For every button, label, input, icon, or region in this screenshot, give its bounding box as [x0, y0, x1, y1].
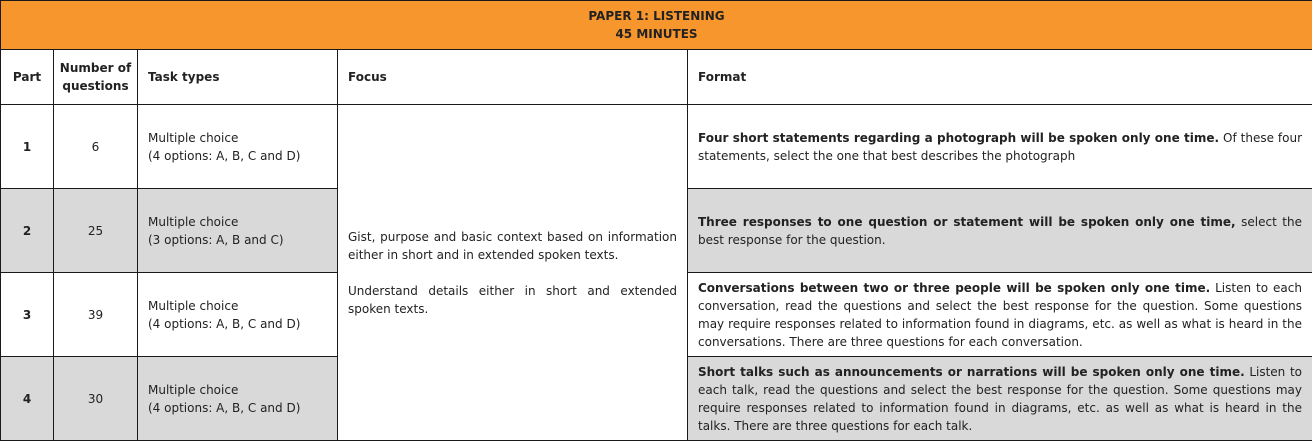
task-options: (4 options: A, B, C and D): [148, 148, 301, 163]
task-type: Multiple choice: [148, 130, 239, 145]
task-type-cell: [138, 105, 338, 189]
header-part: Part: [1, 50, 54, 105]
header-number-of-questions: [54, 50, 138, 105]
questions-cell: 6: [54, 105, 138, 189]
format-emphasis: Conversations between two or three people will be spoken only one time.: [698, 280, 1211, 295]
task-type-cell: [138, 357, 338, 441]
paper-title-line1: PAPER 1: LISTENING: [588, 9, 725, 23]
task-type: Multiple choice: [148, 382, 239, 397]
format-text: select the best response for the question.: [698, 214, 1302, 247]
focus-details: Understand details either in short and extended spoken texts.: [348, 283, 677, 316]
questions-cell: 30: [54, 357, 138, 441]
format-text: Listen to each talk, read the questions and select the best response for the question. Some questions may require responses related to information found in diagrams, etc. as well as what is heard in the talks. There are three questions for each talk.: [698, 364, 1303, 433]
task-type-cell: [138, 189, 338, 273]
format-text: Of these four statements, select the one that best describes the photograph: [698, 130, 1303, 163]
questions-cell: 25: [54, 189, 138, 273]
part-cell: 4: [1, 357, 54, 441]
header-number-of-questions-label: Number of questions: [59, 61, 132, 93]
header-task-types: Task types: [138, 50, 338, 105]
header-row: [1, 50, 1312, 105]
part-cell: 2: [1, 189, 54, 273]
task-type: Multiple choice: [148, 214, 239, 229]
header-focus: Focus: [338, 50, 688, 105]
part-cell: 3: [1, 273, 54, 357]
table-row: [1, 105, 1312, 189]
format-emphasis: Short talks such as announcements or narrations will be spoken only one time.: [698, 364, 1245, 379]
task-options: (4 options: A, B, C and D): [148, 316, 301, 331]
task-type: Multiple choice: [148, 298, 239, 313]
part-cell: 1: [1, 105, 54, 189]
format-cell: [688, 357, 1312, 441]
format-text: Listen to each conversation, read the questions and select the best response for the question. Some questions may require responses related to information found in diagrams, etc. as well as what is heard in the conversations. There are three questions for each conversation.: [698, 280, 1302, 349]
format-emphasis: Four short statements regarding a photograph will be spoken only one time.: [698, 130, 1220, 145]
paper-title: [1, 1, 1312, 50]
task-options: (4 options: A, B, C and D): [148, 400, 301, 415]
title-row: [1, 1, 1312, 50]
task-options: (3 options: A, B and C): [148, 232, 284, 247]
focus-gist: Gist, purpose and basic context based on information either in short and in extended spoken texts.: [348, 229, 677, 262]
format-emphasis: Three responses to one question or statement will be spoken only one time,: [698, 214, 1236, 229]
paper-duration: 45 MINUTES: [615, 27, 698, 41]
format-cell: [688, 273, 1312, 357]
header-format: Format: [688, 50, 1312, 105]
format-cell: [688, 105, 1312, 189]
task-type-cell: [138, 273, 338, 357]
format-cell: [688, 189, 1312, 273]
questions-cell: 39: [54, 273, 138, 357]
focus-cell: [338, 105, 688, 441]
